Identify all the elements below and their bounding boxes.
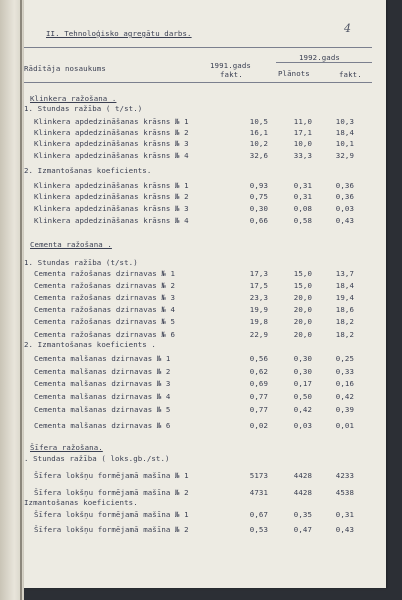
- value-1992-plan: 0,30: [293, 354, 312, 363]
- value-1991: 17,3: [249, 269, 268, 278]
- row-label: Cementa ražošanas dzirnavas № 3: [34, 293, 176, 302]
- value-1992-fact: 18,2: [335, 330, 354, 339]
- scan-background-bottom: [24, 588, 386, 600]
- value-1992-plan: 15,0: [293, 269, 312, 278]
- value-1992-plan: 0,17: [293, 379, 312, 388]
- row-label: Klinkera apdedzināšanas krāsns № 1: [34, 181, 189, 190]
- value-1992-plan: 0,31: [293, 181, 312, 190]
- value-1992-plan: 0,58: [293, 216, 312, 225]
- row-label: Klinkera apdedzināšanas krāsns № 2: [34, 192, 189, 201]
- value-1992-fact: 19,4: [335, 293, 354, 302]
- value-1992-plan: 4428: [293, 471, 312, 480]
- header-top-rule: [24, 47, 372, 48]
- value-1992-fact: 18,4: [335, 281, 354, 290]
- value-1992-plan: 0,42: [293, 405, 312, 414]
- value-1992-plan: 0,47: [293, 525, 312, 534]
- value-1992-fact: 4538: [335, 488, 354, 497]
- group-title: Izmantošanas koeficients.: [24, 498, 138, 507]
- row-label: Cementa malšanas dzirnavas № 2: [34, 367, 171, 376]
- header-year-1991: 1991.gads: [210, 61, 251, 70]
- value-1992-plan: 20,0: [293, 330, 312, 339]
- value-1991: 32,6: [249, 151, 268, 160]
- value-1991: 10,5: [249, 117, 268, 126]
- value-1992-plan: 11,0: [293, 117, 312, 126]
- value-1991: 16,1: [249, 128, 268, 137]
- header-year-rule: [276, 62, 372, 63]
- value-1992-fact: 0,25: [335, 354, 354, 363]
- value-1992-fact: 32,9: [335, 151, 354, 160]
- value-1991: 0,75: [249, 192, 268, 201]
- header-year-1992: 1992.gads: [299, 53, 340, 62]
- row-label: Klinkera apdedzināšanas krāsns № 3: [34, 139, 189, 148]
- value-1991: 19,9: [249, 305, 268, 314]
- value-1992-plan: 17,1: [293, 128, 312, 137]
- value-1992-fact: 10,3: [335, 117, 354, 126]
- value-1991: 0,66: [249, 216, 268, 225]
- row-label: Šīfera lokšņu formējamā mašīna № 1: [34, 510, 189, 519]
- value-1992-fact: 0,43: [335, 525, 354, 534]
- value-1992-plan: 0,31: [293, 192, 312, 201]
- row-label: Cementa ražošanas dzirnavas № 6: [34, 330, 176, 339]
- row-label: Cementa malšanas dzirnavas № 1: [34, 354, 171, 363]
- value-1992-fact: 0,36: [335, 181, 354, 190]
- value-1992-plan: 0,30: [293, 367, 312, 376]
- value-1992-fact: 0,43: [335, 216, 354, 225]
- value-1992-plan: 10,0: [293, 139, 312, 148]
- value-1991: 10,2: [249, 139, 268, 148]
- value-1991: 0,62: [249, 367, 268, 376]
- document-page: [24, 0, 386, 588]
- group-title: 2. Izmantošanas koeficients .: [24, 340, 156, 349]
- value-1991: 0,77: [249, 405, 268, 414]
- value-1992-plan: 4428: [293, 488, 312, 497]
- row-label: Cementa ražošanas dzirnavas № 5: [34, 317, 176, 326]
- row-label: Šīfera lokšņu formējamā mašīna № 1: [34, 471, 189, 480]
- group-title: . Stundas ražība ( loks.gb./st.): [24, 454, 170, 463]
- value-1991: 4731: [249, 488, 268, 497]
- value-1992-fact: 0,01: [335, 421, 354, 430]
- header-sub-1991: fakt.: [220, 70, 243, 79]
- value-1991: 0,93: [249, 181, 268, 190]
- value-1991: 22,9: [249, 330, 268, 339]
- row-label: Cementa malšanas dzirnavas № 4: [34, 392, 171, 401]
- value-1992-plan: 20,0: [293, 293, 312, 302]
- row-label: Klinkera apdedzināšanas krāsns № 1: [34, 117, 189, 126]
- value-1991: 17,5: [249, 281, 268, 290]
- row-label: Cementa ražošanas dzirnavas № 2: [34, 281, 176, 290]
- value-1992-plan: 0,50: [293, 392, 312, 401]
- value-1992-plan: 0,35: [293, 510, 312, 519]
- page-title: II. Tehnoloģisko agregātu darbs.: [46, 29, 192, 38]
- row-label: Klinkera apdedzināšanas krāsns № 4: [34, 216, 189, 225]
- value-1991: 0,02: [249, 421, 268, 430]
- row-label: Šīfera lokšņu formējamā mašīna № 2: [34, 525, 189, 534]
- row-label: Klinkera apdedzināšanas krāsns № 2: [34, 128, 189, 137]
- value-1992-plan: 20,0: [293, 305, 312, 314]
- page-number: 4: [344, 22, 352, 35]
- value-1992-fact: 18,4: [335, 128, 354, 137]
- row-label: Cementa ražošanas dzirnavas № 1: [34, 269, 176, 278]
- group-title: 2. Izmantošanas koeficients.: [24, 166, 152, 175]
- value-1991: 0,69: [249, 379, 268, 388]
- row-label: Cementa malšanas dzirnavas № 6: [34, 421, 171, 430]
- value-1991: 0,56: [249, 354, 268, 363]
- header-sub-1992-plan: Plānots: [278, 69, 310, 78]
- value-1991: 0,77: [249, 392, 268, 401]
- row-label: Klinkera apdedzināšanas krāsns № 4: [34, 151, 189, 160]
- row-label: Cementa malšanas dzirnavas № 3: [34, 379, 171, 388]
- value-1992-plan: 15,0: [293, 281, 312, 290]
- value-1991: 19,8: [249, 317, 268, 326]
- row-label: Cementa ražošanas dzirnavas № 4: [34, 305, 176, 314]
- value-1991: 0,53: [249, 525, 268, 534]
- header-sub-1992-fact: fakt.: [339, 70, 362, 79]
- value-1992-fact: 0,39: [335, 405, 354, 414]
- section-title: Klinkera ražošana .: [30, 94, 117, 103]
- value-1992-fact: 0,03: [335, 204, 354, 213]
- value-1992-plan: 0,08: [293, 204, 312, 213]
- value-1992-plan: 33,3: [293, 151, 312, 160]
- value-1992-plan: 20,0: [293, 317, 312, 326]
- value-1991: 5173: [249, 471, 268, 480]
- binding-line: [20, 0, 22, 600]
- value-1992-fact: 18,6: [335, 305, 354, 314]
- value-1992-fact: 0,33: [335, 367, 354, 376]
- value-1992-fact: 0,36: [335, 192, 354, 201]
- scan-background-right: [386, 0, 402, 600]
- row-label: Šīfera lokšņu formējamā mašīna № 2: [34, 488, 189, 497]
- value-1991: 0,67: [249, 510, 268, 519]
- value-1992-fact: 0,31: [335, 510, 354, 519]
- value-1992-fact: 0,42: [335, 392, 354, 401]
- group-title: 1. Stundas ražība (t/st.): [24, 258, 138, 267]
- value-1992-fact: 13,7: [335, 269, 354, 278]
- header-bottom-rule: [24, 82, 372, 83]
- value-1991: 23,3: [249, 293, 268, 302]
- value-1992-fact: 4233: [335, 471, 354, 480]
- row-label: Klinkera apdedzināšanas krāsns № 3: [34, 204, 189, 213]
- group-title: 1. Stundas ražība ( t/st.): [24, 104, 143, 113]
- section-title: Cementa ražošana .: [30, 240, 112, 249]
- value-1992-fact: 18,2: [335, 317, 354, 326]
- value-1992-fact: 0,16: [335, 379, 354, 388]
- value-1992-plan: 0,03: [293, 421, 312, 430]
- value-1991: 0,30: [249, 204, 268, 213]
- row-label: Cementa malšanas dzirnavas № 5: [34, 405, 171, 414]
- section-title: Šīfera ražošana.: [30, 443, 103, 452]
- value-1992-fact: 10,1: [335, 139, 354, 148]
- header-column-label: Rādītāja nosaukums: [24, 64, 106, 73]
